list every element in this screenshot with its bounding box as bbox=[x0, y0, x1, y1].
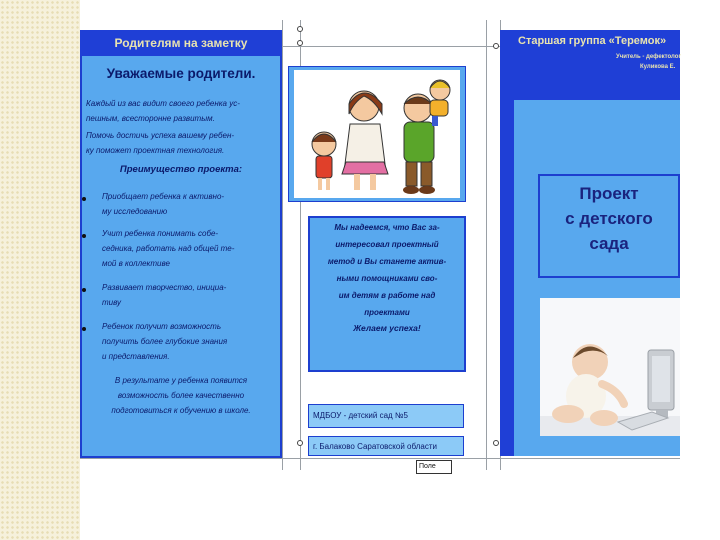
page-field-tag: Поле bbox=[416, 460, 452, 474]
project-title-line: Проект bbox=[579, 184, 639, 203]
guide-line-left bbox=[282, 20, 283, 470]
group-title: Старшая группа «Теремок» bbox=[518, 35, 667, 47]
guide-line-bottom bbox=[80, 458, 680, 459]
bullet-line: Учит ребенка понимать собе- bbox=[102, 229, 219, 238]
resize-handle[interactable] bbox=[493, 440, 499, 446]
bullet-item bbox=[102, 189, 278, 219]
bullet-line: Ребенок получит возможность bbox=[102, 322, 222, 331]
bullet-line: седника, работать над общей те- bbox=[102, 244, 235, 253]
bullet-line: получить более глубокие знания bbox=[102, 337, 228, 346]
bullet-item bbox=[102, 319, 278, 364]
bullet-line: мой в коллективе bbox=[102, 259, 170, 268]
hope-message-text bbox=[308, 219, 466, 321]
right-panel-strip bbox=[500, 30, 514, 456]
bullet-dot bbox=[82, 234, 86, 238]
left-panel-header: Родителям на заметку bbox=[80, 30, 282, 56]
intro-text bbox=[86, 96, 278, 126]
intro-line: пешным, всесторонне развитым. bbox=[86, 114, 215, 123]
city-box: г. Балаково Саратовской области bbox=[308, 436, 464, 456]
result-text bbox=[82, 373, 280, 418]
project-title-box bbox=[538, 174, 680, 278]
help-line: Помочь достичь успеха вашему ребен- bbox=[86, 131, 235, 140]
hope-line: ными помощниками сво- bbox=[336, 274, 438, 283]
wish-text: Желаем успеха! bbox=[353, 323, 421, 333]
bullet-line: и представления. bbox=[102, 352, 170, 361]
bullet-dot bbox=[82, 288, 86, 292]
hope-line: метод и Вы станете актив- bbox=[327, 257, 447, 266]
bullet-dot bbox=[82, 327, 86, 331]
help-text bbox=[86, 128, 278, 158]
result-line: возможность более качественно bbox=[117, 391, 245, 400]
teacher-role: Учитель - дефектолог bbox=[616, 54, 681, 60]
hope-line: проектами bbox=[364, 308, 410, 317]
project-title-line: сада bbox=[589, 234, 629, 253]
hope-line: им детям в работе над bbox=[338, 291, 436, 300]
guide-line-right1 bbox=[486, 20, 487, 470]
resize-handle[interactable] bbox=[297, 40, 303, 46]
decorative-pattern-background bbox=[0, 0, 80, 540]
resize-handle[interactable] bbox=[493, 43, 499, 49]
bullet-line: тиву bbox=[102, 298, 122, 307]
org-name-box: МДБОУ - детский сад №5 bbox=[308, 404, 464, 428]
result-line: подготовиться к обучению в школе. bbox=[111, 406, 251, 415]
bullet-line: Приобщает ребенка к активно- bbox=[102, 192, 225, 201]
bullet-item bbox=[102, 280, 278, 310]
family-cartoon-image bbox=[294, 70, 460, 198]
result-line: В результате у ребенка появится bbox=[114, 376, 248, 385]
bullet-dot bbox=[82, 197, 86, 201]
project-title-line: с детского bbox=[565, 209, 653, 228]
baby-computer-illustration bbox=[540, 298, 680, 436]
greeting-title: Уважаемые родители. bbox=[106, 66, 256, 81]
intro-line: Каждый из вас видит своего ребенка ус- bbox=[86, 99, 240, 108]
advantages-title: Преимущество проекта: bbox=[119, 164, 243, 175]
resize-handle[interactable] bbox=[297, 440, 303, 446]
bullet-line: му исследованию bbox=[102, 207, 168, 216]
teacher-name: Куликова Е. bbox=[640, 64, 676, 70]
baby-computer-photo bbox=[540, 298, 680, 436]
hope-line: Мы надеемся, что Вас за- bbox=[334, 223, 440, 232]
bullet-line: Развивает творчество, инициа- bbox=[102, 283, 227, 292]
family-cartoon-illustration bbox=[294, 70, 460, 198]
bullet-item bbox=[102, 226, 278, 271]
help-line: ку поможет проектная технология. bbox=[86, 146, 225, 155]
resize-handle[interactable] bbox=[297, 26, 303, 32]
hope-line: интересовал проектный bbox=[335, 240, 439, 249]
